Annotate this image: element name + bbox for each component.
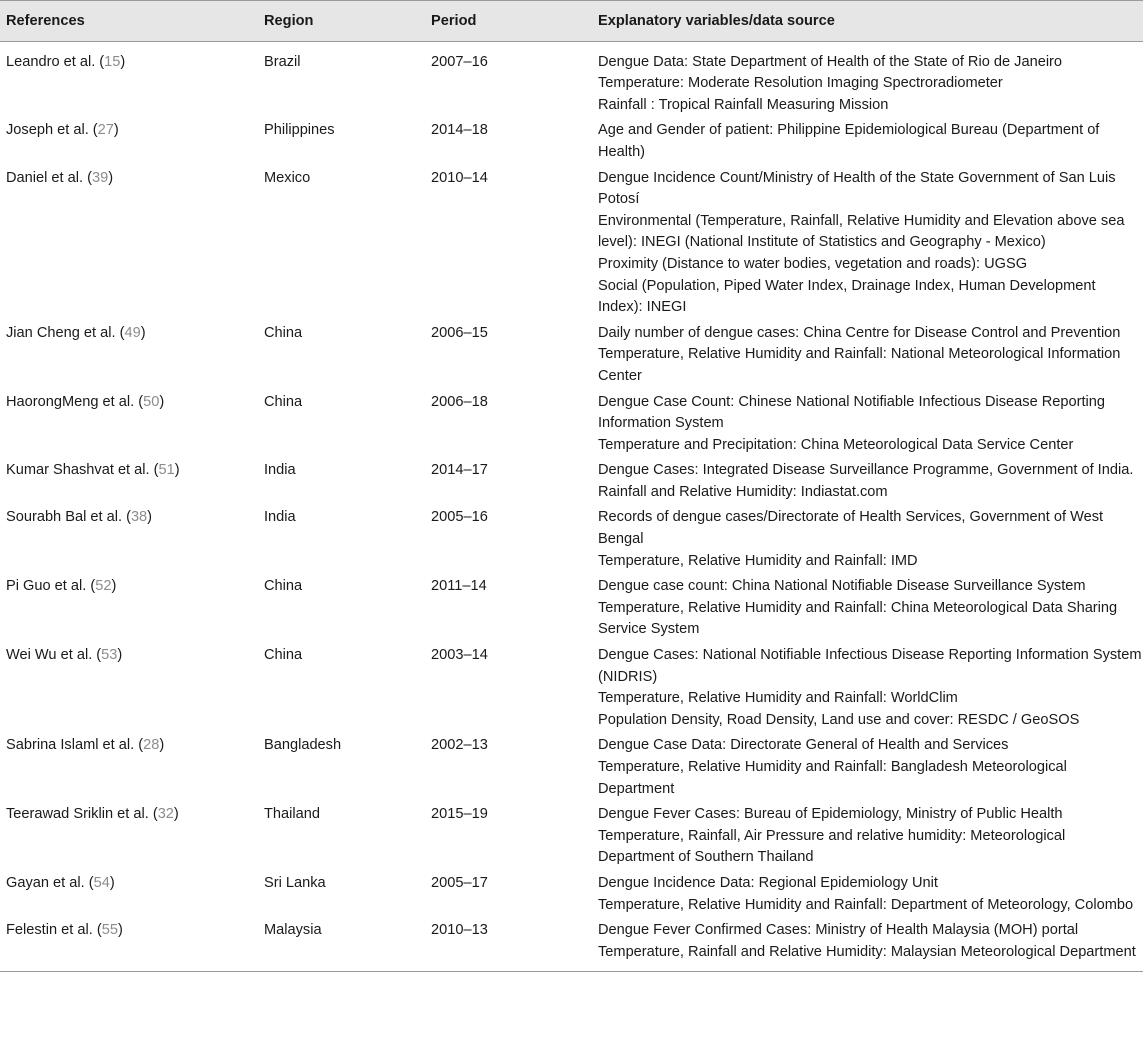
reference-close-paren: ) [140, 324, 146, 341]
reference-cell [0, 802, 264, 871]
region-cell: Thailand [264, 806, 320, 823]
explanatory-cell [598, 458, 1143, 505]
reference-author: Pi Guo et al. ( [6, 578, 96, 595]
explanatory-cell [598, 918, 1143, 972]
explanatory-line: Dengue Cases: National Notifiable Infectious Disease Reporting Information System (NIDRIS) [598, 647, 1142, 685]
explanatory-cell [598, 321, 1143, 390]
region-cell: Bangladesh [264, 737, 342, 754]
reference-author: Daniel et al. ( [6, 169, 92, 186]
period-cell: 2010–13 [431, 922, 488, 939]
period-cell: 2003–14 [431, 647, 488, 664]
reference-close-paren: ) [159, 393, 165, 410]
explanatory-line: Dengue Data: State Department of Health of the State of Rio de Janeiro [598, 53, 1063, 70]
table-row [0, 871, 1143, 918]
reference-author: HaorongMeng et al. ( [6, 393, 144, 410]
reference-author: Gayan et al. ( [6, 874, 94, 891]
citation-link[interactable]: 53 [101, 647, 118, 664]
reference-cell [0, 871, 264, 918]
reference-cell [0, 733, 264, 802]
explanatory-cell [598, 166, 1143, 321]
citation-link[interactable]: 28 [143, 737, 160, 754]
period-cell: 2014–18 [431, 122, 488, 139]
period-cell: 2014–17 [431, 462, 488, 479]
period-cell: 2007–16 [431, 53, 488, 70]
explanatory-line: Temperature and Precipitation: China Meteorological Data Service Center [598, 436, 1074, 453]
header-region: Region [264, 13, 314, 29]
reference-cell [0, 41, 264, 118]
explanatory-line: Proximity (Distance to water bodies, vegetation and roads): UGSG [598, 255, 1028, 272]
explanatory-line: Dengue Cases: Integrated Disease Surveillance Programme, Government of India. [598, 462, 1134, 479]
explanatory-line: Temperature, Relative Humidity and Rainfall: China Meteorological Data Sharing Service System [598, 599, 1118, 638]
explanatory-line: Temperature, Relative Humidity and Rainfall: Department of Meteorology, Colombo [598, 896, 1134, 913]
period-cell: 2002–13 [431, 737, 488, 754]
reference-close-paren: ) [147, 509, 153, 526]
reference-close-paren: ) [109, 874, 115, 891]
region-cell: China [264, 647, 303, 664]
region-cell: Brazil [264, 53, 301, 70]
region-cell: India [264, 509, 296, 526]
reference-author: Joseph et al. ( [6, 122, 98, 139]
reference-cell [0, 574, 264, 643]
region-cell: Sri Lanka [264, 874, 326, 891]
explanatory-line: Temperature, Relative Humidity and Rainfall: WorldClim [598, 690, 958, 707]
table-header-row [0, 1, 1143, 42]
table-row [0, 802, 1143, 871]
region-cell: Malaysia [264, 922, 322, 939]
table-body [0, 41, 1143, 972]
header-period: Period [431, 13, 477, 29]
reference-cell [0, 505, 264, 574]
reference-cell [0, 118, 264, 165]
explanatory-line: Population Density, Road Density, Land use and cover: RESDC / GeoSOS [598, 711, 1080, 728]
reference-author: Leandro et al. ( [6, 53, 105, 70]
period-cell: 2006–18 [431, 393, 488, 410]
table-row [0, 733, 1143, 802]
region-cell: China [264, 324, 303, 341]
reference-cell [0, 918, 264, 972]
reference-author: Teerawad Sriklin et al. ( [6, 806, 158, 823]
table-row [0, 166, 1143, 321]
explanatory-line: Temperature, Rainfall, Air Pressure and relative humidity: Meteorological Department of Southern Thailand [598, 827, 1066, 866]
period-cell: 2010–14 [431, 169, 488, 186]
reference-author: Kumar Shashvat et al. ( [6, 462, 159, 479]
citation-link[interactable]: 55 [101, 922, 118, 939]
table-row [0, 574, 1143, 643]
explanatory-line: Records of dengue cases/Directorate of Health Services, Government of West Bengal [598, 509, 1104, 548]
region-cell: Mexico [264, 169, 311, 186]
reference-cell [0, 166, 264, 321]
explanatory-line: Temperature, Relative Humidity and Rainfall: IMD [598, 552, 918, 569]
explanatory-cell [598, 802, 1143, 871]
citation-link[interactable]: 32 [157, 806, 174, 823]
explanatory-line: Temperature, Relative Humidity and Rainfall: National Meteorological Information Center [598, 346, 1121, 384]
reference-close-paren: ) [159, 737, 165, 754]
explanatory-cell [598, 41, 1143, 118]
explanatory-line: Temperature: Moderate Resolution Imaging Spectroradiometer [598, 75, 1003, 92]
explanatory-line: Rainfall : Tropical Rainfall Measuring Mission [598, 96, 889, 113]
explanatory-cell [598, 118, 1143, 165]
citation-link[interactable]: 15 [104, 53, 121, 70]
table-row [0, 321, 1143, 390]
period-cell: 2005–16 [431, 509, 488, 526]
explanatory-line: Dengue Incidence Count/Ministry of Health of the State Government of San Luis Potosí [598, 169, 1116, 208]
explanatory-cell [598, 574, 1143, 643]
citation-link[interactable]: 52 [95, 578, 112, 595]
reference-author: Felestin et al. ( [6, 922, 102, 939]
reference-cell [0, 458, 264, 505]
period-cell: 2005–17 [431, 874, 488, 891]
explanatory-cell [598, 643, 1143, 733]
explanatory-line: Temperature, Relative Humidity and Rainfall: Bangladesh Meteorological Department [598, 759, 1067, 797]
reference-close-paren: ) [108, 169, 114, 186]
table-row [0, 118, 1143, 165]
citation-link[interactable]: 49 [124, 324, 141, 341]
explanatory-cell [598, 733, 1143, 802]
region-cell: China [264, 393, 303, 410]
explanatory-line: Dengue Case Data: Directorate General of Health and Services [598, 737, 1009, 754]
region-cell: Philippines [264, 122, 335, 139]
reference-close-paren: ) [120, 53, 126, 70]
explanatory-line: Social (Population, Piped Water Index, Drainage Index, Human Development Index): INEGI [598, 277, 1096, 316]
period-cell: 2015–19 [431, 806, 488, 823]
reference-author: Sourabh Bal et al. ( [6, 509, 131, 526]
reference-author: Wei Wu et al. ( [6, 647, 102, 664]
reference-close-paren: ) [113, 122, 119, 139]
reference-author: Sabrina Islaml et al. ( [6, 737, 144, 754]
reference-close-paren: ) [111, 578, 117, 595]
reference-cell [0, 643, 264, 733]
citation-link[interactable]: 27 [97, 122, 114, 139]
header-explanatory: Explanatory variables/data source [598, 13, 835, 29]
table-row [0, 458, 1143, 505]
table-row [0, 643, 1143, 733]
explanatory-line: Dengue Fever Confirmed Cases: Ministry of Health Malaysia (MOH) portal [598, 922, 1079, 939]
explanatory-line: Dengue case count: China National Notifiable Disease Surveillance System [598, 578, 1086, 595]
table-row [0, 918, 1143, 972]
explanatory-cell [598, 390, 1143, 459]
table-row [0, 505, 1143, 574]
explanatory-line: Daily number of dengue cases: China Centre for Disease Control and Prevention [598, 324, 1121, 341]
citation-link[interactable]: 39 [91, 169, 109, 186]
citation-link[interactable]: 51 [158, 462, 175, 479]
table-row [0, 390, 1143, 459]
reference-cell [0, 390, 264, 459]
table-row [0, 41, 1143, 118]
citation-link[interactable]: 38 [130, 509, 148, 526]
header-references: References [6, 13, 85, 29]
reference-close-paren: ) [173, 806, 179, 823]
citation-link[interactable]: 54 [93, 874, 110, 891]
explanatory-cell [598, 871, 1143, 918]
reference-cell [0, 321, 264, 390]
period-cell: 2011–14 [431, 578, 487, 595]
period-cell: 2006–15 [431, 324, 488, 341]
explanatory-line: Dengue Fever Cases: Bureau of Epidemiology, Ministry of Public Health [598, 806, 1063, 823]
explanatory-cell [598, 505, 1143, 574]
region-cell: China [264, 578, 303, 595]
explanatory-line: Temperature, Rainfall and Relative Humidity: Malaysian Meteorological Department [598, 943, 1136, 960]
reference-author: Jian Cheng et al. ( [6, 324, 125, 341]
reference-close-paren: ) [117, 647, 123, 664]
region-cell: India [264, 462, 296, 479]
citation-link[interactable]: 50 [143, 393, 160, 410]
explanatory-line: Age and Gender of patient: Philippine Epidemiological Bureau (Department of Health) [598, 122, 1100, 160]
explanatory-line: Environmental (Temperature, Rainfall, Relative Humidity and Elevation above sea level): INEGI (National Institute of Statistics and Geography - Mexico) [598, 212, 1125, 251]
reference-close-paren: ) [117, 922, 123, 939]
explanatory-line: Dengue Incidence Data: Regional Epidemiology Unit [598, 874, 938, 891]
explanatory-line: Rainfall and Relative Humidity: Indiastat.com [598, 483, 888, 500]
reference-close-paren: ) [174, 462, 180, 479]
explanatory-line: Dengue Case Count: Chinese National Notifiable Infectious Disease Reporting Information System [598, 393, 1106, 432]
